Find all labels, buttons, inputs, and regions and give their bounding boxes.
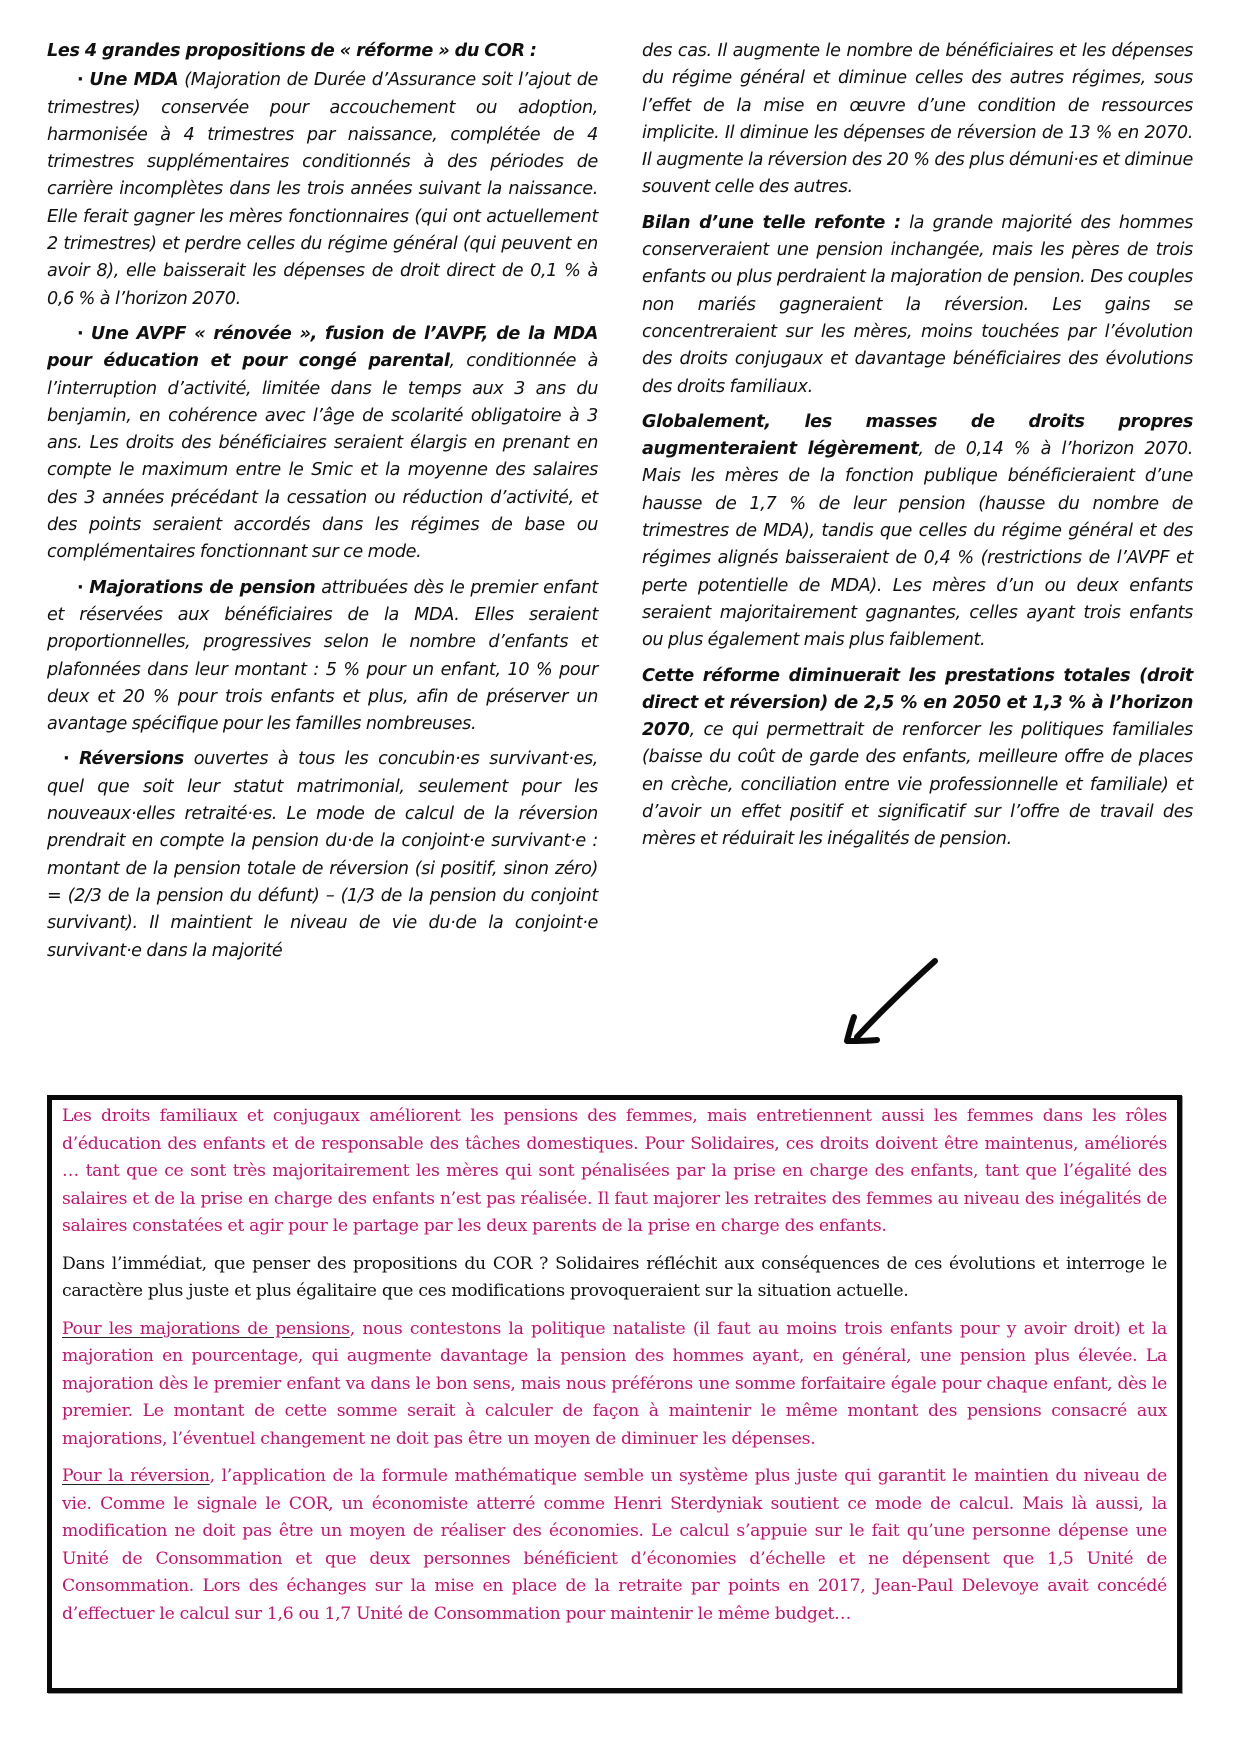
proposal-majorations [47,575,598,739]
left-column [47,38,598,973]
conclusion-title: Cette réforme diminuerait les prestations totales (droit direct et réversion) de 2,5 % en 2050 et 1,3 % à l’horizon 2070 [642,665,1193,741]
bilan-paragraph [642,210,1193,401]
conclusion-text: , ce qui permettrait de renforcer les politiques familiales (baisse du coût de garde des enfants, meilleure offre de places en crèche, conciliation entre vie professionnelle et familiale) et d’avoir un effet positif et significatif sur l’offre de travail des mères et réduirait les inégalités de pension. [642,720,1193,850]
proposal-mda [47,67,598,313]
bilan-text: la grande majorité des hommes conserveraient une pension inchangée, mais les pères de trois enfants ou plus perdraient la majoration de pension. Des couples non mariés gagneraient la réversion. Les gains se concentreraient sur les mères, moins touchées par l’évolution des droits conjugaux et davantage bénéficiaires des évolutions des droits familiaux. [642,212,1193,397]
proposal-reversions [47,746,598,964]
proposal-text: attribuées dès le premier enfant et réservées aux bénéficiaires de la MDA. Elles seraient proportionnelles, progressives selon le nombre d’enfants et plafonnées dans leur montant : 5 % pour un enfant, 10 % pour deux et 20 % pour trois enfants et plus, afin de préserver un avantage spécifique pour les familles nombreuses. [47,577,598,735]
proposal-text: ouvertes à tous les concubin·es survivant·es, quel que soit leur statut matrimonial, seulement pour les nouveaux·elles retraité·es. Le mode de calcul de la réversion prendrait en compte la pension du·de la conjoint·e survivant·e : montant de la pension totale de réversion (si positif, sinon zéro) = (2/3 de la pension du défunt) – (1/3 de la pension du conjoint survivant). Il maintient le niveau de vie du·de la conjoint·e survivant·e dans la majorité [47,749,599,961]
reversion-label: Pour la réversion [62,1466,210,1486]
proposal-avpf [47,321,598,567]
conclusion-paragraph [642,663,1193,854]
globalement-paragraph [642,409,1193,655]
proposal-title: Une AVPF « rénovée », fusion de l’AVPF, de la MDA pour éducation et pour congé parental [47,323,598,372]
majorations-label: Pour les majorations de pensions [62,1318,350,1339]
solidaires-position-box [47,1095,1182,1693]
bullet-icon: · [77,70,84,91]
box-intro: Les droits familiaux et conjugaux améliorent les pensions des femmes, mais entretiennent aussi les femmes dans les rôles d’éducation des enfants et de responsable des tâches domestiques. Pour Solidaires, ces droits doivent être maintenus, améliorés … tant que ce sont très majoritairement les mères qui sont pénalisées par la prise en charge des enfants, tant que l’égalité des salaires et de la prise en charge des enfants n’est pas réalisée. Il faut majorer les retraites des femmes au niveau des inégalités de salaires constatées et agir pour le partage par les deux parents de la prise en charge des enfants. [62,1106,1167,1236]
proposal-text: (Majoration de Durée d’Assurance soit l’ajout de trimestres) conservée pour accouchement ou adoption, harmonisée à 4 trimestres par naissance, complétée de 4 trimestres supplémentaires conditionnés à des périodes de carrière incomplètes dans les trois années suivant la naissance. Elle ferait gagner les mères fonctionnaires (qui ont actuellement 2 trimestres) et perdre celles du régime général (qui peuvent en avoir 8), elle baisserait les dépenses de droit direct de 0,1 % à 0,6 % à l’horizon 2070. [47,70,598,309]
proposal-title: Majorations de pension [89,577,316,598]
proposal-title: Une MDA [89,70,179,91]
reversion-continuation: des cas. Il augmente le nombre de bénéficiaires et les dépenses du régime général et diminue celles des autres régimes, sous l’effet de la mise en œuvre d’une condition de ressources implicite. Il diminue les dépenses de réversion de 13 % en 2070. Il augmente la réversion des 20 % des plus démuni·es et diminue souvent celle des autres. [642,41,1193,198]
proposal-text: , conditionnée à l’interruption d’activité, limitée dans le temps aux 3 ans du benjamin, en cohérence avec l’âge de scolarité obligatoire à 3 ans. Les droits des bénéficiaires seraient élargis en prenant en compte le maximum entre le Smic et la moyenne des salaires des 3 années précédant la cessation ou réduction d’activité, et des points seraient accordés dans les régimes de base ou complémentaires fonctionnant sur ce mode. [47,351,598,563]
bilan-title: Bilan d’une telle refonte : [642,212,901,233]
globalement-text: , de 0,14 % à l’horizon 2070. Mais les mères de la fonction publique bénéficieraient d’une hausse de 1,7 % de leur pension (hausse du nombre de trimestres de MDA), tandis que celles du régime général et des régimes alignés baisseraient de 0,4 % (restrictions de l’AVPF et perte potentielle de MDA). Les mères d’un ou deux enfants seraient majoritairement gagnantes, celles ayant trois enfants ou plus également mais plus faiblement. [642,439,1194,651]
majorations-text: , nous contestons la politique nataliste (il faut au moins trois enfants pour y avoir droit) et la majoration en pourcentage, qui augmente davantage la pension des hommes ayant, en général, une pension plus élevée. La majoration dès le premier enfant va dans le bon sens, mais nous préférons une somme forfaitaire égale pour chaque enfant, dès le premier. Le montant de cette somme serait à calculer de façon à maintenir le même montant des pensions consacré aux majorations, l’éventuel changement ne doit pas être un moyen de diminuer les dépenses. [62,1318,1167,1449]
bullet-icon: · [77,323,84,344]
right-column [642,38,1193,973]
article-columns [47,38,1193,973]
bullet-icon: · [63,749,70,770]
globalement-title: Globalement, les masses de droits propres augmenteraient légèrement [642,411,1193,460]
bullet-icon: · [77,577,84,598]
box-majorations [62,1316,1167,1454]
section-heading: Les 4 grandes propositions de « réforme » du COR : [47,41,537,61]
box-question: Dans l’immédiat, que penser des propositions du COR ? Solidaires réfléchit aux conséquences de ces évolutions et interroge le caractère plus juste et plus égalitaire que ces modifications provoqueraient sur la situation actuelle. [62,1253,1167,1301]
box-reversion [62,1463,1167,1628]
reversion-text: , l’application de la formule mathématique semble un système plus juste qui garantit le maintien du niveau de vie. Comme le signale le COR, un économiste atterré comme Henri Sterdyniak soutient ce mode de calcul. Mais là aussi, la modification ne doit pas être un moyen de réaliser des économies. Le calcul s’appuie sur le fait qu’une personne dépense une Unité de Consommation et que deux personnes bénéficient d’économies d’échelle et ne dépensent que 1,5 Unité de Consommation. Lors des échanges sur la mise en place de la retraite par points en 2017, Jean-Paul Delevoye avait concédé d’effectuer le calcul sur 1,6 ou 1,7 Unité de Consommation pour maintenir le même budget… [62,1466,1167,1624]
hand-drawn-arrow-icon [835,955,955,1055]
proposal-title: Réversions [79,749,184,770]
